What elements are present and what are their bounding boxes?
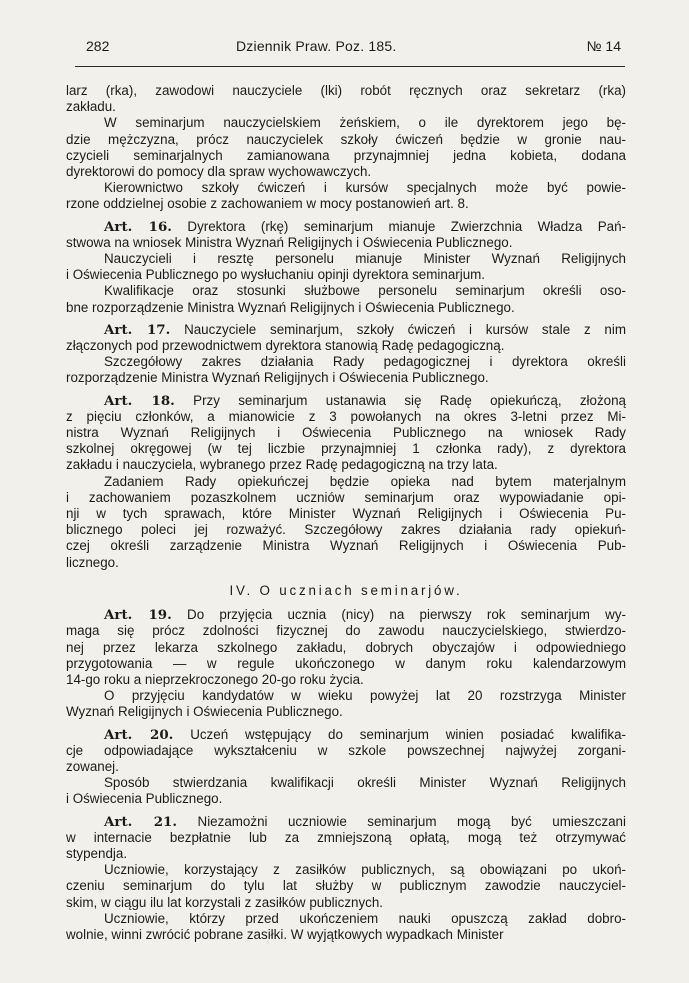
text-line <box>66 300 626 316</box>
line-text: zakładu. <box>66 99 116 115</box>
text-line <box>66 814 626 830</box>
article-16 <box>66 219 626 251</box>
line-text: Nauczyciele seminarjum, szkoły ćwiczeń i kursów stale z nim <box>184 321 627 337</box>
line-text: zowanej. <box>66 758 119 774</box>
text-line <box>66 911 626 927</box>
line-text: złączonych pod przewodnictwem dyrektora stanowią Radę pedagogiczną. <box>66 338 505 354</box>
line-text: dzie mężczyzna, prócz nauczycielek szkoły ćwiczeń będzie w gronie nau- <box>66 131 626 147</box>
running-title: Dziennik Praw. Poz. 185. <box>236 38 397 54</box>
line-text: Sposób stwierdzania kwalifikacji określi Minister Wyznań Religijnych <box>104 775 626 791</box>
header-rule <box>75 66 625 67</box>
paragraph <box>66 775 626 807</box>
text-line <box>66 148 626 164</box>
text-line <box>66 235 626 251</box>
line-text: i zachowaniem pozaszkolnem uczniów seminarjum oraz wypowiadanie opi- <box>66 489 626 505</box>
document-body <box>66 83 626 943</box>
line-text: cje odpowiadające wykształceniu w szkole powszechnej najwyżej zorgani- <box>66 742 626 758</box>
line-text: w internacie bezpłatnie lub za zmniejszoną opłatą, mogą też otrzymywać <box>66 829 626 845</box>
line-text: rzone oddzielnej osobie z zachowaniem w mocy postanowień art. 8. <box>66 196 469 212</box>
line-text: czej określi zarządzenie Ministra Wyznań Religijnych i Oświecenia Pub- <box>66 538 626 554</box>
article-label: Art. 18. <box>104 392 175 409</box>
line-text: stypendja. <box>66 845 128 861</box>
line-text: z pięciu członków, a mianowicie z 3 powołanych na okres 3-letni przez Mi- <box>66 408 626 424</box>
line-text: przygotowania — w regule ukończonego w danym roku kalendarzowym <box>66 655 626 671</box>
text-line <box>66 115 626 131</box>
text-line <box>66 878 626 894</box>
line-text: i Oświecenia Publicznego. <box>66 791 223 807</box>
line-text: Uczniowie, korzystający z zasiłków publicznych, są obowiązani po ukoń- <box>104 862 626 878</box>
section-heading: IV. O uczniach seminarjów. <box>229 582 463 598</box>
line-text: Nauczycieli i resztę personelu mianuje Minister Wyznań Religijnych <box>104 251 626 267</box>
text-line <box>66 927 626 943</box>
paragraph <box>66 283 626 315</box>
text-line <box>66 83 626 99</box>
text-line <box>66 322 626 338</box>
article-18 <box>66 393 626 474</box>
line-text: Dyrektora (rkę) seminarjum mianuje Zwierzchnia Władza Pań- <box>187 218 627 234</box>
text-line <box>66 759 626 775</box>
paragraph <box>66 354 626 386</box>
line-text: Niezamożni uczniowie seminarjum mogą być umieszczani <box>197 813 626 829</box>
text-line <box>66 251 626 267</box>
text-line <box>66 441 626 457</box>
text-line <box>66 506 626 522</box>
text-line <box>66 704 626 720</box>
article-21 <box>66 814 626 863</box>
text-line <box>66 490 626 506</box>
article-label: Art. 17. <box>104 321 171 338</box>
line-text: nji w tych sprawach, które Minister Wyznań Religijnych i Oświecenia Pu- <box>66 506 626 522</box>
article-label: Art. 19. <box>104 607 172 624</box>
line-text: skim, w ciągu ilu lat korzystali z zasiłków publicznych. <box>66 894 384 910</box>
text-line <box>66 338 626 354</box>
text-line <box>66 180 626 196</box>
line-text: Szczegółowy zakres działania Rady pedagogicznej i dyrektora określi <box>104 354 626 370</box>
issue-number: № 14 <box>586 38 621 54</box>
article-17 <box>66 322 626 354</box>
line-text: 14-go roku a nieprzekroczonego 20-go roku życia. <box>66 671 364 687</box>
text-line <box>66 283 626 299</box>
text-line <box>66 354 626 370</box>
text-line <box>66 895 626 911</box>
text-line <box>66 775 626 791</box>
article-19 <box>66 607 626 688</box>
text-line <box>66 522 626 538</box>
text-line <box>66 132 626 148</box>
line-text: czeniu seminarjum do tylu lat służby w publicznym zawodzie nauczyciel- <box>66 878 626 894</box>
text-line <box>66 830 626 846</box>
line-text: Uczniowie, którzy przed ukończeniem nauki opuszczą zakład dobro- <box>104 910 626 926</box>
text-line <box>66 409 626 425</box>
text-line <box>66 99 626 115</box>
page-number: 282 <box>86 38 110 54</box>
text-line <box>66 672 626 688</box>
text-line <box>66 607 626 623</box>
text-line <box>66 688 626 704</box>
text-line <box>66 538 626 554</box>
line-text: szkolnej okręgowej (w tej liczbie przynajmniej 1 członka rady), z dyrektora <box>66 441 626 457</box>
line-text: W seminarjum nauczycielskiem żeńskiem, o ile dyrektorem jego bę- <box>104 115 626 131</box>
article-label: Art. 21. <box>104 813 178 830</box>
paragraph <box>66 474 626 571</box>
line-text: Przy seminarjum ustanawia się Radę opiekuńczą, złożoną <box>193 392 626 408</box>
line-text: dyrektorowi do pomocy dla spraw wychowawczych. <box>66 164 372 180</box>
line-text: maga się prócz zdolności fizycznej do zawodu nauczycielskiego, stwierdzo- <box>66 623 626 639</box>
text-line <box>66 743 626 759</box>
text-line <box>66 164 626 180</box>
line-text: O przyjęciu kandydatów w wieku powyżej lat 20 rozstrzyga Minister <box>104 688 626 704</box>
line-text: i Oświecenia Publicznego po wysłuchaniu opinji dyrektora seminarjum. <box>66 267 486 283</box>
text-line <box>66 267 626 283</box>
text-line <box>66 457 626 473</box>
line-text: licznego. <box>66 554 119 570</box>
line-text: Uczeń wstępujący do seminarjum winien posiadać kwalifika- <box>190 726 627 742</box>
line-text: Zadaniem Rady opiekuńczej będzie opieka nad bytem materjalnym <box>104 473 626 489</box>
line-text: larz (rka), zawodowi nauczyciele (lki) robót ręcznych oraz sekretarz (rka) <box>66 83 626 98</box>
text-line <box>66 640 626 656</box>
article-label: Art. 16. <box>104 218 172 235</box>
line-text: nej przez lekarza szkolnego zakładu, dobrych obyczajów i odpowiedniego <box>66 639 626 655</box>
line-text: zakładu i nauczyciela, wybranego przez Radę pedagogiczną na trzy lata. <box>66 457 498 473</box>
line-text: wolnie, winni zwrócić pobrane zasiłki. W wyjątkowych wypadkach Minister <box>66 926 504 942</box>
article-20 <box>66 727 626 776</box>
line-text: Kierownictwo szkoły ćwiczeń i kursów specjalnych może być powie- <box>104 180 626 196</box>
text-line <box>66 623 626 639</box>
line-text: czycieli seminarjalnych zamianowana przynajmniej jedna kobieta, dodana <box>66 147 626 163</box>
text-line <box>66 425 626 441</box>
text-line <box>66 656 626 672</box>
line-text: stwowa na wniosek Ministra Wyznań Religijnych i Oświecenia Publicznego. <box>66 234 513 250</box>
line-text: bne rozporządzenie Ministra Wyznań Religijnych i Oświecenia Publicznego. <box>66 299 515 315</box>
paragraph <box>66 180 626 212</box>
text-line <box>66 846 626 862</box>
line-text: Do przyjęcia ucznia (nicy) na pierwszy rok seminarjum wy- <box>187 607 626 623</box>
paragraph <box>66 688 626 720</box>
line-text: Wyznań Religijnych i Oświecenia Publicznego. <box>66 704 343 720</box>
line-text: rozporządzenie Ministra Wyznań Religijnych i Oświecenia Publicznego. <box>66 370 489 386</box>
page-header <box>86 38 621 60</box>
text-line <box>66 862 626 878</box>
text-line <box>66 727 626 743</box>
text-line <box>66 555 626 571</box>
text-line <box>66 370 626 386</box>
paragraph <box>66 83 626 115</box>
line-text: Kwalifikacje oraz stosunki służbowe personelu seminarjum określi oso- <box>104 283 626 299</box>
text-line <box>66 196 626 212</box>
paragraph <box>66 911 626 943</box>
text-line <box>66 393 626 409</box>
line-text: blicznego poleci jej rozważyć. Szczegółowy zakres działania rady opiekuń- <box>66 522 626 538</box>
line-text: nistra Wyznań Religijnych i Oświecenia Publicznego na wniosek Rady <box>66 425 626 441</box>
text-line <box>66 219 626 235</box>
text-line <box>66 791 626 807</box>
article-label: Art. 20. <box>104 726 174 743</box>
paragraph <box>66 862 626 911</box>
paragraph <box>66 115 626 180</box>
text-line <box>66 474 626 490</box>
paragraph <box>66 251 626 283</box>
